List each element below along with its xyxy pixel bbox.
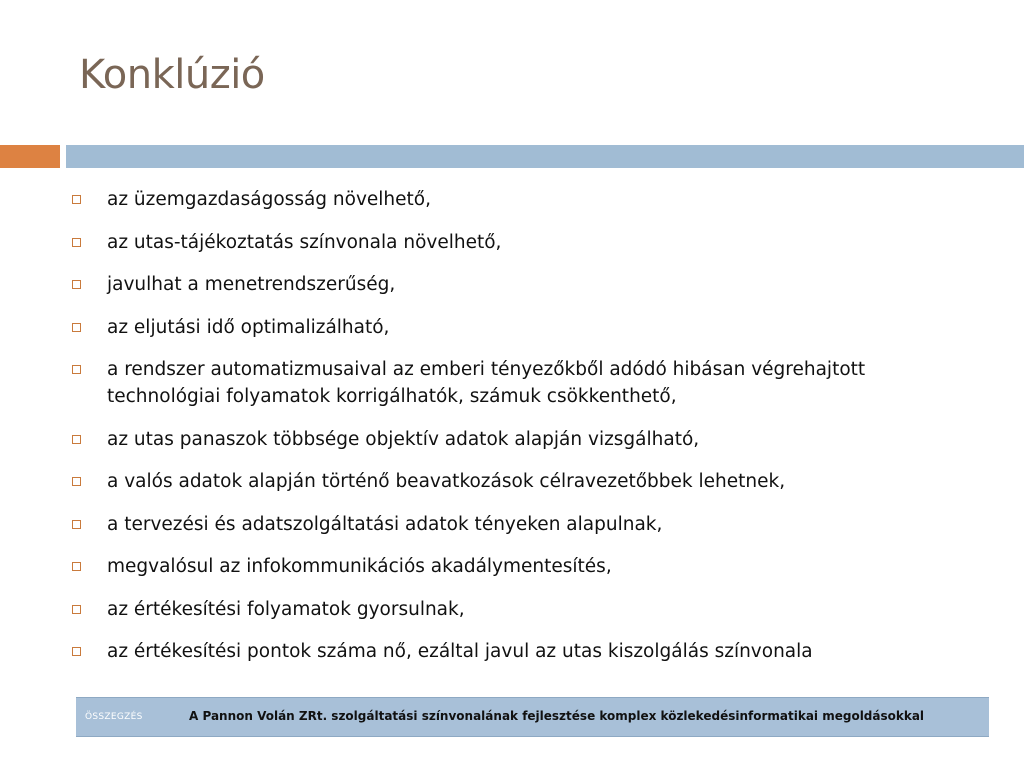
bullet-item bbox=[72, 468, 972, 495]
hollow-square-icon bbox=[72, 605, 81, 614]
slide-title: Konklúzió bbox=[79, 52, 265, 98]
hollow-square-icon bbox=[72, 238, 81, 247]
bullet-text: megvalósul az infokommunikációs akadálymentesítés, bbox=[107, 556, 612, 577]
bullet-item bbox=[72, 271, 972, 298]
footer-bar bbox=[76, 697, 989, 737]
bullet-item bbox=[72, 186, 972, 213]
hollow-square-icon bbox=[72, 323, 81, 332]
bullet-text: az értékesítési pontok száma nő, ezáltal javul az utas kiszolgálás színvonala bbox=[107, 641, 813, 662]
hollow-square-icon bbox=[72, 647, 81, 656]
footer-title: A Pannon Volán ZRt. szolgáltatási színvonalának fejlesztése komplex közlekedésinformatikai megoldásokkal bbox=[189, 709, 925, 723]
bullet-item bbox=[72, 356, 972, 410]
hollow-square-icon bbox=[72, 477, 81, 486]
accent-bar-blue bbox=[66, 145, 1024, 168]
bullet-item bbox=[72, 511, 972, 538]
hollow-square-icon bbox=[72, 195, 81, 204]
hollow-square-icon bbox=[72, 435, 81, 444]
hollow-square-icon bbox=[72, 520, 81, 529]
bullet-item bbox=[72, 314, 972, 341]
bullet-item bbox=[72, 638, 972, 665]
bullet-item bbox=[72, 426, 972, 453]
bullet-text: az utas panaszok többsége objektív adatok alapján vizsgálható, bbox=[107, 428, 700, 450]
bullet-item bbox=[72, 596, 972, 623]
bullet-text: az értékesítési folyamatok gyorsulnak, bbox=[107, 598, 465, 620]
footer-section-label: ÖSSZEGZÉS bbox=[85, 712, 143, 722]
bullet-text: a tervezési és adatszolgáltatási adatok tényeken alapulnak, bbox=[107, 513, 663, 535]
accent-bar-orange bbox=[0, 145, 60, 168]
bullet-text: a rendszer automatizmusaival az emberi tényezőkből adódó hibásan végrehajtott technológiai folyamatok korrigálhatók, számuk csökkenthető, bbox=[107, 359, 866, 407]
bullet-list bbox=[72, 186, 972, 681]
bullet-item bbox=[72, 229, 972, 256]
bullet-text: az üzemgazdaságosság növelhető, bbox=[107, 189, 431, 210]
bullet-item bbox=[72, 553, 972, 580]
bullet-text: az utas-tájékoztatás színvonala növelhető, bbox=[107, 231, 502, 253]
bullet-text: a valós adatok alapján történő beavatkozások célravezetőbbek lehetnek, bbox=[107, 471, 786, 492]
bullet-text: javulhat a menetrendszerűség, bbox=[107, 274, 396, 295]
hollow-square-icon bbox=[72, 365, 81, 374]
hollow-square-icon bbox=[72, 280, 81, 289]
bullet-text: az eljutási idő optimalizálható, bbox=[107, 316, 390, 338]
hollow-square-icon bbox=[72, 562, 81, 571]
